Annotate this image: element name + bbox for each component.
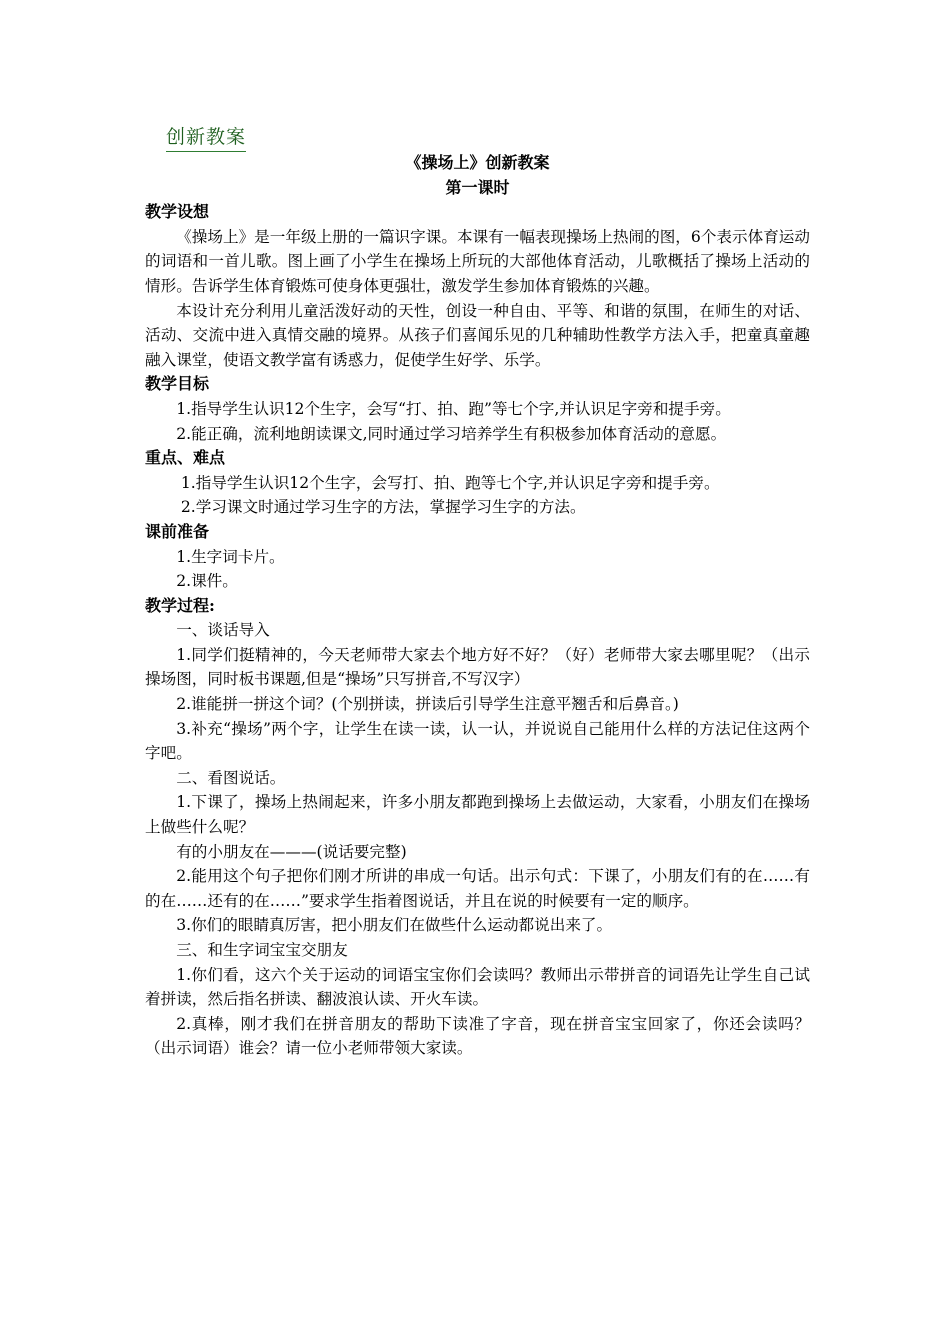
process-paragraph: 有的小朋友在———(说话要完整) [176, 842, 407, 861]
process-paragraph: 2.能用这个句子把你们刚才所讲的串成一句话。出示句式：下课了，小朋友们有的在……有的在……还有的在……”要求学生指着图说话，并且在说的时候要有一定的顺序。 [145, 867, 810, 910]
goals-paragraph: 2.能正确，流利地朗读课文,同时通过学习培养学生有积极参加体育活动的意愿。 [176, 424, 727, 443]
process-paragraph: 一、谈话导入 [176, 621, 270, 640]
process-paragraph: 三、和生字词宝宝交朋友 [176, 941, 348, 959]
section-heading-goals: 教学目标 [145, 374, 210, 394]
process-paragraph: 1.下课了，操场上热闹起来，许多小朋友都跑到操场上去做运动，大家看，小朋友们在操场上做些什么呢？ [145, 793, 810, 837]
process-paragraph: 3.补充“操场”两个字，让学生在读一读，认一认，并说说自己能用什么样的方法记住这两个字吧。 [145, 719, 810, 763]
document-title: 《操场上》创新教案 [405, 153, 550, 172]
document-body [145, 151, 810, 1061]
section-heading-design: 教学设想 [145, 202, 210, 222]
keypoints-paragraph: 2.学习课文时通过学习生字的方法，掌握学习生字的方法。 [180, 498, 586, 517]
header-label[interactable]: 创新教案 [166, 124, 246, 152]
process-paragraph: 二、看图说话。 [176, 768, 286, 787]
process-paragraph: 2.真棒，刚才我们在拼音朋友的帮助下读准了字音，现在拼音宝宝回家了，你还会读吗？（出示词语）谁会？请一位小老师带领大家读。 [145, 1014, 810, 1058]
section-heading-process: 教学过程: [145, 595, 215, 615]
section-heading-prep: 课前准备 [145, 521, 210, 541]
document-subtitle: 第一课时 [445, 177, 510, 197]
keypoints-paragraph: 1.指导学生认识12个生字，会写打、拍、跑等七个字,并认识足字旁和提手旁。 [180, 473, 720, 492]
prep-item: 2.课件。 [176, 572, 238, 591]
process-paragraph: 1.同学们挺精神的，今天老师带大家去个地方好不好？（好）老师带大家去哪里呢？（出示操场图，同时板书课题,但是“操场”只写拼音,不写汉字） [145, 645, 810, 689]
goals-paragraph: 1.指导学生认识12个生字，会写“打、拍、跑”等七个字,并认识足字旁和提手旁。 [176, 399, 731, 418]
design-paragraph: 《操场上》是一年级上册的一篇识字课。本课有一幅表现操场上热闹的图，6个表示体育运动的词语和一首儿歌。图上画了小学生在操场上所玩的大部他体育活动，儿歌概括了操场上活动的情形。告诉学生体育锻炼可使身体更强壮，激发学生参加体育锻炼的兴趣。 [145, 227, 810, 295]
process-paragraph: 3.你们的眼睛真厉害，把小朋友们在做些什么运动都说出来了。 [176, 916, 613, 935]
design-paragraph: 本设计充分利用儿童活泼好动的天性，创设一种自由、平等、和谐的氛围，在师生的对话、活动、交流中进入真情交融的境界。从孩子们喜闻乐见的几种辅助性教学方法入手，把童真童趣融入课堂，使语文教学富有诱惑力，促使学生好学、乐学。 [145, 301, 810, 369]
prep-item: 1.生字词卡片。 [176, 547, 285, 566]
process-paragraph: 1.你们看，这六个关于运动的词语宝宝你们会读吗？教师出示带拼音的词语先让学生自己试着拼读，然后指名拼读、翻波浪认读、开火车读。 [145, 965, 810, 1009]
section-heading-keypoints: 重点、难点 [145, 448, 226, 468]
process-paragraph: 2.谁能拼一拼这个词？(个别拼读，拼读后引导学生注意平翘舌和后鼻音。) [176, 695, 679, 714]
